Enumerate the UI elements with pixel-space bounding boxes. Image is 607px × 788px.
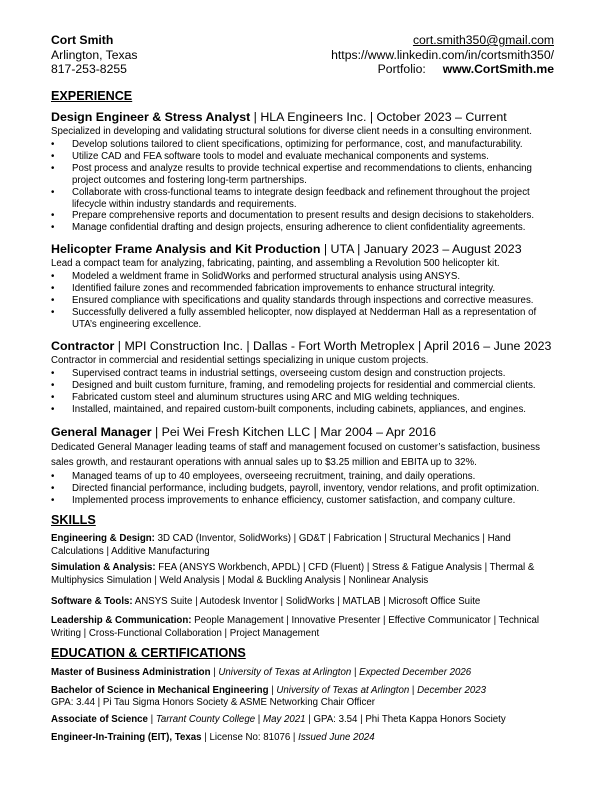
separator: |: [268, 685, 277, 696]
bullet-icon: •: [51, 494, 55, 506]
bullet-text: Utilize CAD and FEA software tools to model and evaluate mechanical components and systems.: [72, 150, 489, 162]
job-title: General Manager: [51, 425, 152, 439]
skill-label: Simulation & Analysis:: [51, 562, 156, 573]
job-title-line: [51, 242, 556, 257]
education-entry: [51, 667, 556, 679]
job-description: Dedicated General Manager leading teams of staff and management focused on customer’s satisfaction, business sales growth, and restaurant operations with annual sales up to $3.25 million and EBITA up to 32%.: [51, 442, 540, 468]
skill-label: Leadership & Communication:: [51, 615, 192, 626]
bullet-icon: •: [51, 294, 55, 306]
job-title: Contractor: [51, 339, 115, 353]
bullet-item: [51, 295, 556, 307]
job-bullets: [51, 271, 556, 331]
bullet-text: Manage confidential drafting and design projects, ensuring adherence to client confidentiality agreements.: [72, 222, 526, 234]
education-entry: [51, 732, 556, 744]
bullet-item: [51, 139, 556, 151]
contact-right: [331, 33, 554, 77]
bullet-item: [51, 210, 556, 222]
job-title-line: [51, 425, 556, 440]
bullet-icon: •: [51, 471, 55, 482]
education-extra: GPA: 3.44 | Pi Tau Sigma Honors Society & ASME Networking Chair Officer: [51, 697, 375, 708]
date: May 2021: [263, 714, 306, 725]
job-entry: [51, 425, 556, 507]
degree: Master of Business Administration: [51, 667, 211, 678]
bullet-item: [51, 151, 556, 163]
bullet-text: Ensured compliance with specifications and quality standards through inspections and corrective measures.: [72, 294, 534, 306]
job-description: Contractor in commercial and residential settings specializing in unique custom projects.: [51, 355, 429, 366]
skills-heading: SKILLS: [51, 513, 96, 527]
school: Tarrant County College: [155, 714, 256, 725]
separator: |: [255, 714, 263, 725]
job-bullets: [51, 471, 556, 507]
education-extra: | GPA: 3.54 | Phi Theta Kappa Honors Society: [305, 714, 506, 725]
degree: Engineer-In-Training (EIT), Texas: [51, 732, 202, 743]
bullet-text: Modeled a weldment frame in SolidWorks and performed structural analysis using ANSYS.: [72, 271, 461, 282]
bullet-text: Designed and built custom furniture, framing, and remodeling projects for residential and commercial clients.: [72, 379, 536, 391]
bullet-icon: •: [51, 271, 55, 282]
portfolio-link[interactable]: www.CortSmith.me: [442, 62, 554, 76]
bullet-item: [51, 392, 556, 404]
bullet-text: Supervised contract teams in industrial settings, overseeing custom design and construction projects.: [72, 368, 506, 379]
school: University of Texas at Arlington: [276, 685, 410, 696]
date: Issued June 2024: [298, 732, 375, 743]
location: Arlington, Texas: [51, 47, 138, 62]
contact-left: [51, 33, 138, 77]
education-entry: [51, 714, 556, 726]
skill-value: 3D CAD (Inventor, SolidWorks) | GD&T | Fabrication | Structural Mechanics | Hand Calculations | Additive Manufacturing: [51, 533, 511, 557]
bullet-item: [51, 380, 556, 392]
separator: |: [351, 667, 360, 678]
job-title: Design Engineer & Stress Analyst: [51, 110, 251, 124]
bullet-icon: •: [51, 222, 55, 234]
job-entry: [51, 339, 556, 416]
job-entry: [51, 110, 556, 234]
bullet-item: [51, 222, 556, 234]
bullet-text: Successfully delivered a fully assembled helicopter, now displayed at Nedderman Hall as a representation of UTA’s engineering excellence.: [72, 306, 537, 330]
bullet-icon: •: [51, 282, 55, 294]
skill-row: [51, 533, 556, 558]
education-entry: [51, 685, 556, 709]
job-company-dates: | Pei Wei Fresh Kitchen LLC | Mar 2004 – Apr 2016: [151, 425, 437, 439]
job-entry: [51, 242, 556, 331]
bullet-icon: •: [51, 368, 55, 379]
bullet-item: [51, 283, 556, 295]
phone: 817-253-8255: [51, 62, 127, 76]
bullet-item: [51, 483, 556, 495]
bullet-item: [51, 307, 556, 331]
bullet-icon: •: [51, 391, 55, 403]
bullet-text: Directed financial performance, including budgets, payroll, inventory, vendor relations, and profit optimization.: [72, 482, 540, 494]
bullet-item: [51, 495, 556, 507]
bullet-icon: •: [51, 162, 55, 174]
bullet-icon: •: [51, 379, 55, 391]
job-title-line: [51, 339, 556, 354]
job-title-line: [51, 110, 556, 125]
skill-value: People Management | Innovative Presenter | Effective Communicator | Technical Writing | Cross-Functional Collaboration | Project Management: [51, 615, 539, 639]
skill-label: Engineering & Design:: [51, 533, 155, 544]
degree: Associate of Science: [51, 714, 148, 725]
bullet-item: [51, 471, 556, 483]
bullet-text: Installed, maintained, and repaired custom-built components, including cabinets, appliances, and engines.: [72, 403, 526, 415]
separator: | License No: 81076 |: [201, 732, 299, 743]
date: December 2023: [417, 685, 487, 696]
bullet-text: Collaborate with cross-functional teams to integrate design feedback and refinement throughout the project lifecycle within industry standards and requirements.: [72, 186, 530, 210]
skill-label: Software & Tools:: [51, 596, 133, 607]
skill-value: FEA (ANSYS Workbench, APDL) | CFD (Fluent) | Stress & Fatigue Analysis | Thermal & Multiphysics Simulation | Weld Analysis | Modal & Buckling Analysis | Nonlinear Analysis: [51, 562, 535, 586]
bullet-item: [51, 271, 556, 283]
bullet-text: Fabricated custom steel and aluminum structures using ARC and MIG welding techniques.: [72, 391, 460, 403]
bullet-icon: •: [51, 306, 55, 318]
bullet-icon: •: [51, 150, 55, 162]
job-title: Helicopter Frame Analysis and Kit Production: [51, 242, 321, 256]
skill-row: [51, 615, 556, 640]
bullet-icon: •: [51, 139, 55, 150]
degree: Bachelor of Science in Mechanical Engineering: [51, 685, 269, 696]
job-bullets: [51, 139, 556, 234]
linkedin-link[interactable]: https://www.linkedin.com/in/cortsmith350/: [331, 47, 554, 62]
separator: |: [409, 685, 418, 696]
bullet-icon: •: [51, 210, 55, 222]
school: University of Texas at Arlington: [218, 667, 352, 678]
date: Expected December 2026: [359, 667, 472, 678]
separator: |: [210, 667, 219, 678]
skill-row: [51, 596, 556, 609]
job-company-dates: | UTA | January 2023 – August 2023: [320, 242, 522, 256]
job-company-dates: | MPI Construction Inc. | Dallas - Fort Worth Metroplex | April 2016 – June 2023: [114, 339, 552, 353]
bullet-text: Post process and analyze results to provide technical expertise and recommendations to clients, enhancing project outcomes and fostering long-term partnerships.: [72, 162, 532, 186]
separator: |: [147, 714, 156, 725]
bullet-text: Prepare comprehensive reports and documentation to present results and design decisions to stakeholders.: [72, 210, 535, 222]
bullet-item: [51, 368, 556, 380]
email-link[interactable]: cort.smith350@gmail.com: [412, 33, 554, 47]
bullet-text: Develop solutions tailored to client specifications, optimizing for performance, cost, and manufacturability.: [72, 139, 523, 150]
bullet-icon: •: [51, 403, 55, 415]
skill-row: [51, 562, 556, 587]
portfolio-label: Portfolio:: [377, 62, 426, 76]
education-heading: EDUCATION & CERTIFICATIONS: [51, 646, 246, 660]
bullet-icon: •: [51, 186, 55, 198]
job-bullets: [51, 368, 556, 416]
experience-heading: EXPERIENCE: [51, 89, 133, 103]
bullet-text: Identified failure zones and recommended fabrication improvements to enhance structural integrity.: [72, 282, 496, 294]
job-description: Specialized in developing and validating structural solutions for diverse client needs in a consulting environment.: [51, 126, 532, 137]
bullet-item: [51, 187, 556, 211]
bullet-icon: •: [51, 482, 55, 494]
bullet-text: Implemented process improvements to enhance efficiency, customer satisfaction, and company culture.: [72, 494, 516, 506]
job-company-dates: | HLA Engineers Inc. | October 2023 – Current: [250, 110, 507, 124]
candidate-name: Cort Smith: [51, 33, 114, 47]
bullet-item: [51, 163, 556, 187]
job-description: Lead a compact team for analyzing, fabricating, painting, and assembling a Revolution 500 helicopter kit.: [51, 258, 500, 269]
bullet-item: [51, 404, 556, 416]
skill-value: ANSYS Suite | Autodesk Inventor | SolidWorks | MATLAB | Microsoft Office Suite: [132, 596, 481, 607]
bullet-text: Managed teams of up to 40 employees, overseeing recruitment, training, and daily operations.: [72, 471, 476, 482]
